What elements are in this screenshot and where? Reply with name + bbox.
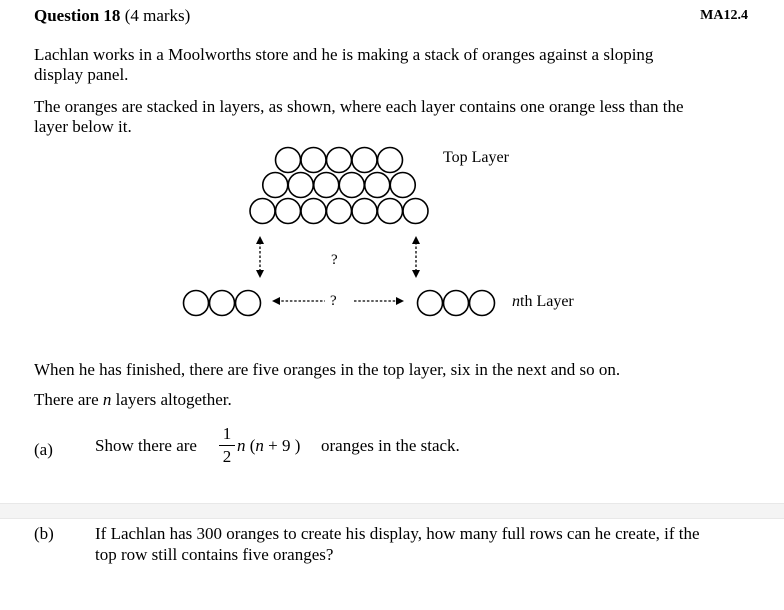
left-vertical-arrow — [256, 236, 264, 278]
orange — [378, 199, 403, 224]
orange — [352, 148, 377, 173]
part-a-text-post: oranges in the stack. — [321, 436, 460, 455]
formula-tail: + 9 ) — [263, 436, 301, 455]
orange — [365, 173, 390, 198]
part-a-label: (a) — [34, 440, 53, 459]
intro-line-1b: display panel. — [34, 65, 129, 84]
orange — [210, 291, 235, 316]
orange-stack-top — [250, 148, 428, 224]
top-layer-label: Top Layer — [443, 149, 509, 166]
part-b-label: (b) — [34, 524, 54, 543]
orange — [276, 199, 301, 224]
orange — [390, 173, 415, 198]
orange — [418, 291, 443, 316]
body-line-4-pre: There are — [34, 390, 103, 409]
formula-n2: n — [255, 436, 264, 455]
orange — [276, 148, 301, 173]
intro-line-2b: layer below it. — [34, 117, 132, 136]
intro-line-2a: The oranges are stacked in layers, as shown, where each layer contains one orange less than the — [34, 97, 684, 116]
part-a-text-pre: Show there are — [95, 436, 197, 455]
orange — [444, 291, 469, 316]
orange — [352, 199, 377, 224]
fraction-numerator: 1 — [222, 424, 232, 443]
orange — [301, 148, 326, 173]
orange — [470, 291, 495, 316]
part-b-line-2: top row still contains five oranges? — [95, 545, 334, 564]
part-a-formula — [237, 436, 300, 456]
orange-stack-bottom — [184, 291, 495, 316]
page-break-band — [0, 503, 784, 519]
question-title — [34, 6, 190, 26]
orange — [378, 148, 403, 173]
orange — [327, 148, 352, 173]
question-marks: (4 marks) — [124, 6, 191, 25]
fraction-bar — [219, 445, 235, 446]
syllabus-code: MA12.4 — [700, 8, 748, 23]
orange-stack-diagram — [0, 140, 784, 330]
unknown-bottom: ? — [330, 293, 337, 309]
orange — [314, 173, 339, 198]
left-horizontal-arrow — [272, 297, 325, 305]
orange — [184, 291, 209, 316]
right-horizontal-arrow — [354, 297, 404, 305]
orange — [250, 199, 275, 224]
body-line-4-var: n — [102, 390, 112, 409]
orange — [236, 291, 261, 316]
nth-symbol: n — [512, 293, 520, 310]
orange — [301, 199, 326, 224]
question-number: Question 18 — [34, 6, 121, 25]
orange — [339, 173, 364, 198]
fraction-denominator: 2 — [222, 447, 232, 466]
body-line-4 — [34, 390, 232, 410]
fraction-one-half — [219, 424, 235, 467]
body-line-4-post: layers altogether. — [111, 390, 232, 409]
orange — [403, 199, 428, 224]
intro-line-1a: Lachlan works in a Moolworths store and he is making a stack of oranges against a sloping — [34, 45, 654, 64]
nth-layer-text: th Layer — [520, 293, 574, 310]
orange — [327, 199, 352, 224]
right-vertical-arrow — [412, 236, 420, 278]
orange — [288, 173, 313, 198]
body-line-3: When he has finished, there are five oranges in the top layer, six in the next and so on. — [34, 360, 621, 379]
part-b-line-1: If Lachlan has 300 oranges to create his display, how many full rows can he create, if the — [95, 524, 700, 543]
formula-n: n — [237, 436, 246, 455]
nth-layer-label — [512, 293, 574, 310]
formula-open: ( — [245, 436, 256, 455]
orange — [263, 173, 288, 198]
unknown-middle: ? — [331, 252, 338, 268]
